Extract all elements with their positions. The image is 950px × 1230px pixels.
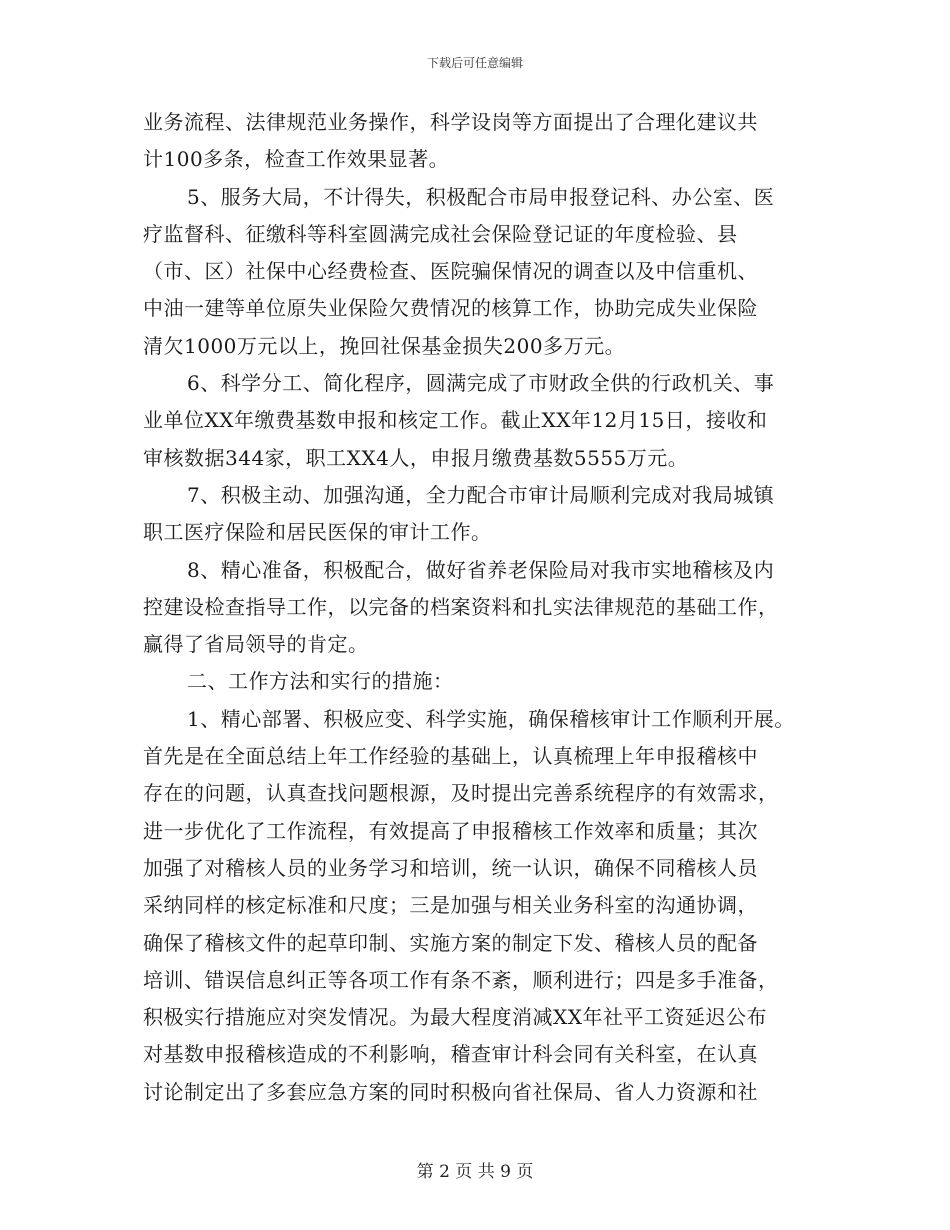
page-number-footer: 第 2 页 共 9 页	[416, 1162, 534, 1182]
text-line: 业单位XX年缴费基数申报和核定工作。截止XX年12月15日，接收和	[143, 408, 768, 433]
text-line: 疗监督科、征缴科等科室圆满完成社会保险登记证的年度检验、县	[143, 221, 738, 246]
text-line: 讨论制定出了多套应急方案的同时积极向省社保局、省人力资源和社	[143, 1079, 758, 1104]
text-line: 积极实行措施应对突发情况。为最大程度消减XX年社平工资延迟公布	[143, 1005, 767, 1030]
text-line: 清欠1000万元以上，挽回社保基金损失200多万元。	[143, 333, 626, 358]
text-line: 进一步优化了工作流程，有效提高了申报稽核工作效率和质量；其次	[143, 818, 758, 843]
text-line: （市、区）社保中心经费检查、医院骗保情况的调查以及中信重机、	[143, 259, 758, 284]
text-line: 审核数据344家，职工XX4人，申报月缴费基数5555万元。	[143, 445, 689, 470]
text-line: 中油一建等单位原失业保险欠费情况的核算工作，协助完成失业保险	[143, 296, 758, 321]
page-header-note: 下载后可任意编辑	[426, 56, 523, 70]
text-line: 存在的问题，认真查找问题根源，及时提出完善系统程序的有效需求，	[143, 781, 779, 806]
text-line: 加强了对稽核人员的业务学习和培训，统一认识，确保不同稽核人员	[143, 855, 758, 880]
text-line: 对基数申报稽核造成的不利影响，稽查审计科会同有关科室，在认真	[143, 1042, 758, 1067]
text-line: 5、服务大局，不计得失，积极配合市局申报登记科、办公室、医	[187, 184, 775, 209]
text-line: 赢得了省局领导的肯定。	[143, 632, 369, 657]
text-line: 职工医疗保险和居民医保的审计工作。	[143, 520, 492, 545]
text-line: 控建设检查指导工作，以完备的档案资料和扎实法律规范的基础工作，	[143, 594, 779, 619]
text-line: 首先是在全面总结上年工作经验的基础上，认真梳理上年申报稽核中	[143, 744, 758, 769]
text-line: 8、精心准备，积极配合，做好省养老保险局对我市实地稽核及内	[187, 557, 775, 582]
text-line: 业务流程、法律规范业务操作，科学设岗等方面提出了合理化建议共	[143, 110, 758, 134]
document-body	[143, 104, 823, 1111]
text-line: 采纳同样的核定标准和尺度；三是加强与相关业务科室的沟通协调，	[143, 893, 758, 918]
text-line: 二、工作方法和实行的措施：	[187, 669, 454, 694]
text-line: 7、积极主动、加强沟通，全力配合市审计局顺利完成对我局城镇	[187, 482, 775, 507]
text-line: 确保了稽核文件的起草印制、实施方案的制定下发、稽核人员的配备	[143, 930, 758, 955]
text-line: 培训、错误信息纠正等各项工作有条不紊，顺利进行；四是多手准备，	[143, 967, 779, 992]
text-line: 1、精心部署、积极应变、科学实施，确保稽核审计工作顺利开展。	[187, 706, 795, 731]
text-line: 计100多条，检查工作效果显著。	[143, 147, 450, 172]
text-line: 6、科学分工、简化程序，圆满完成了市财政全供的行政机关、事	[187, 371, 775, 396]
